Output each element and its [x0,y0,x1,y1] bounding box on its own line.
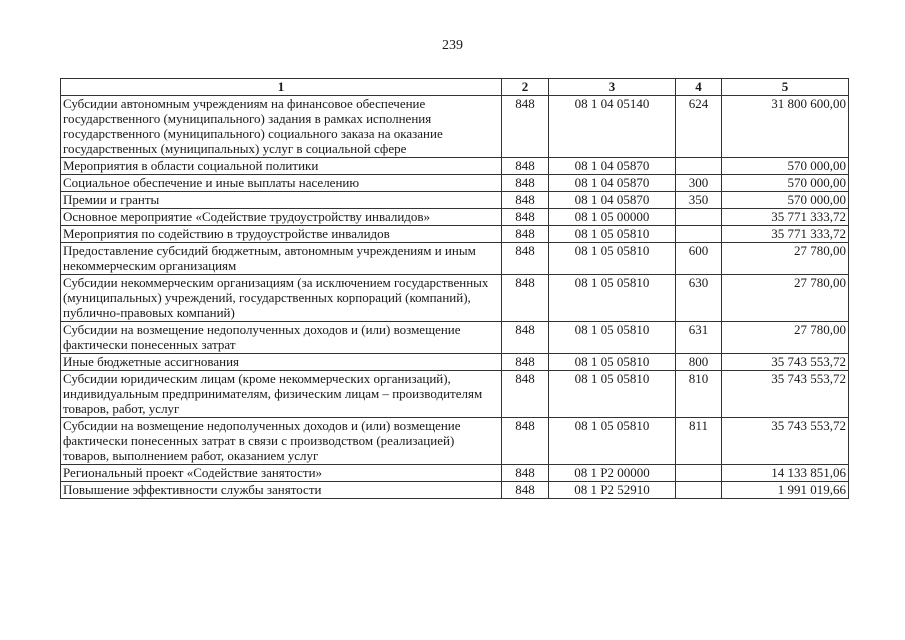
row-name: Предоставление субсидий бюджетным, автономным учреждениям и иным некоммерческим организациям [61,243,502,275]
row-amount: 35 743 553,72 [722,418,849,465]
table-row [61,418,849,465]
row-amount: 31 800 600,00 [722,96,849,158]
row-amount: 1 991 019,66 [722,482,849,499]
row-code: 848 [502,322,549,354]
row-type: 800 [676,354,722,371]
row-target: 08 1 05 05810 [549,371,676,418]
row-type [676,226,722,243]
table-row [61,371,849,418]
header-col-4: 4 [676,79,722,96]
header-col-2: 2 [502,79,549,96]
table-row [61,354,849,371]
table-header-row [61,79,849,96]
table-row [61,275,849,322]
row-type: 631 [676,322,722,354]
row-amount: 570 000,00 [722,175,849,192]
page-number: 239 [442,38,463,53]
table-row [61,175,849,192]
row-amount: 35 771 333,72 [722,226,849,243]
row-type: 600 [676,243,722,275]
header-col-5: 5 [722,79,849,96]
row-target: 08 1 P2 00000 [549,465,676,482]
row-target: 08 1 04 05870 [549,192,676,209]
row-type: 810 [676,371,722,418]
row-target: 08 1 P2 52910 [549,482,676,499]
row-name: Субсидии некоммерческим организациям (за исключением государственных (муниципальных) учреждений, государственных корпораций (компаний), публично-правовых компаний) [61,275,502,322]
row-code: 848 [502,192,549,209]
header-col-1: 1 [61,79,502,96]
row-target: 08 1 05 05810 [549,275,676,322]
row-name: Повышение эффективности службы занятости [61,482,502,499]
row-name: Социальное обеспечение и иные выплаты населению [61,175,502,192]
table-row [61,96,849,158]
row-code: 848 [502,226,549,243]
row-code: 848 [502,158,549,175]
row-code: 848 [502,465,549,482]
row-code: 848 [502,175,549,192]
table-row [61,192,849,209]
row-amount: 35 743 553,72 [722,354,849,371]
table-row [61,226,849,243]
row-name: Премии и гранты [61,192,502,209]
row-type: 624 [676,96,722,158]
row-code: 848 [502,275,549,322]
table-row [61,322,849,354]
row-code: 848 [502,371,549,418]
row-target: 08 1 05 00000 [549,209,676,226]
header-col-3: 3 [549,79,676,96]
row-amount: 27 780,00 [722,243,849,275]
row-amount: 570 000,00 [722,158,849,175]
row-amount: 27 780,00 [722,322,849,354]
row-name: Иные бюджетные ассигнования [61,354,502,371]
table-row [61,465,849,482]
row-target: 08 1 05 05810 [549,322,676,354]
row-code: 848 [502,418,549,465]
row-name: Мероприятия по содействию в трудоустройстве инвалидов [61,226,502,243]
row-name: Субсидии на возмещение недополученных доходов и (или) возмещение фактически понесенных затрат в связи с производством (реализацией) товаров, выполнением работ, оказанием услуг [61,418,502,465]
row-code: 848 [502,243,549,275]
row-type [676,158,722,175]
budget-table [60,78,849,499]
row-code: 848 [502,209,549,226]
row-name: Субсидии на возмещение недополученных доходов и (или) возмещение фактически понесенных затрат [61,322,502,354]
row-target: 08 1 05 05810 [549,354,676,371]
row-target: 08 1 05 05810 [549,226,676,243]
row-name: Субсидии юридическим лицам (кроме некоммерческих организаций), индивидуальным предпринимателям, физическим лицам – производителям товаров, работ, услуг [61,371,502,418]
row-target: 08 1 05 05810 [549,418,676,465]
table-row [61,482,849,499]
row-type [676,209,722,226]
row-target: 08 1 04 05140 [549,96,676,158]
row-type: 630 [676,275,722,322]
row-type [676,465,722,482]
row-name: Региональный проект «Содействие занятости» [61,465,502,482]
row-target: 08 1 04 05870 [549,158,676,175]
row-amount: 27 780,00 [722,275,849,322]
row-code: 848 [502,96,549,158]
table-row [61,243,849,275]
row-type [676,482,722,499]
row-amount: 14 133 851,06 [722,465,849,482]
table-row [61,158,849,175]
row-name: Мероприятия в области социальной политики [61,158,502,175]
row-type: 811 [676,418,722,465]
row-name: Субсидии автономным учреждениям на финансовое обеспечение государственного (муниципального) задания в рамках исполнения государственного (муниципального) социального заказа на оказание государственных (муниципальных) услуг в социальной сфере [61,96,502,158]
row-code: 848 [502,354,549,371]
row-amount: 570 000,00 [722,192,849,209]
table-row [61,209,849,226]
row-target: 08 1 04 05870 [549,175,676,192]
row-amount: 35 743 553,72 [722,371,849,418]
row-target: 08 1 05 05810 [549,243,676,275]
row-code: 848 [502,482,549,499]
row-type: 300 [676,175,722,192]
row-name: Основное мероприятие «Содействие трудоустройству инвалидов» [61,209,502,226]
row-type: 350 [676,192,722,209]
row-amount: 35 771 333,72 [722,209,849,226]
